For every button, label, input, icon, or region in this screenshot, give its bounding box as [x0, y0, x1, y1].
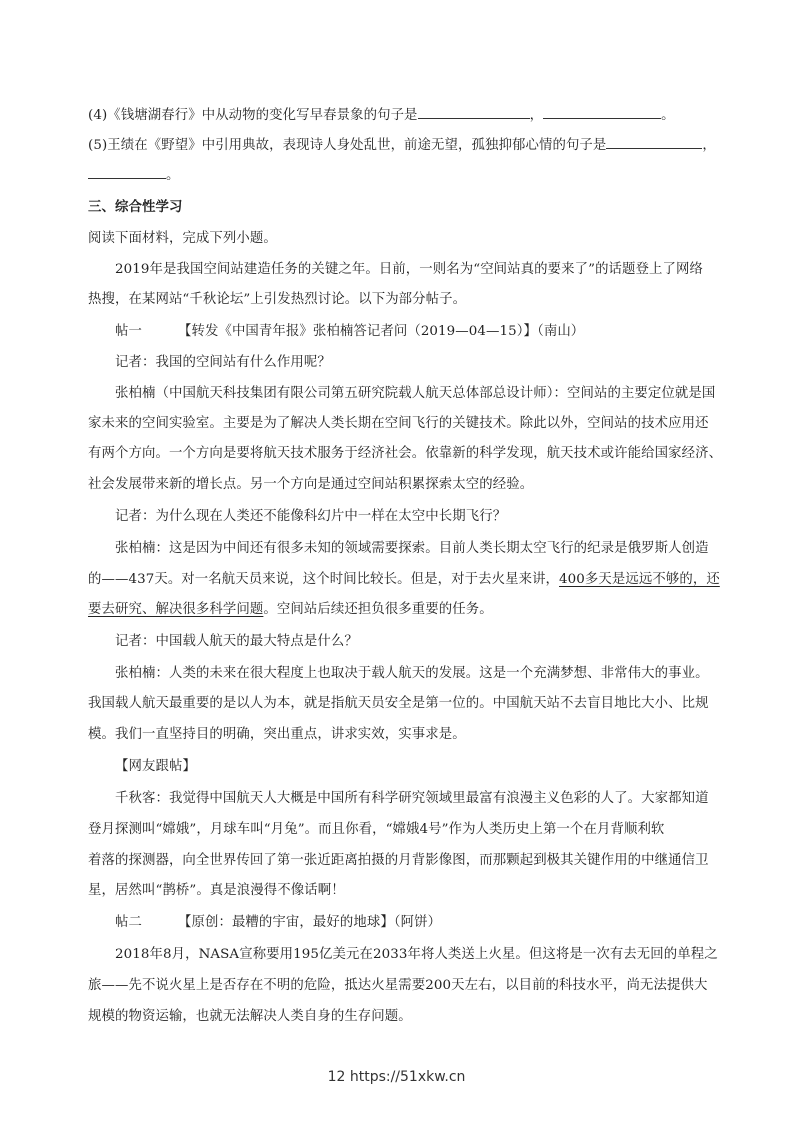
underlined-text: 要去研究、解决很多科学问题 — [88, 602, 264, 617]
answer-blank[interactable] — [418, 104, 530, 119]
post-1-title: 【转发《中国青年报》张柏楠答记者问（2019—04—15）】（南山） — [177, 324, 585, 339]
answer-line: 我国载人航天最重要的是以人为本，就是指航天员安全是第一位的。中国航天站不去盲目地比大小、比规 — [88, 696, 709, 711]
answer-text: 的——437天。对一名航天员来说，这个时间比较长。但是，对于去火星来讲， — [88, 572, 560, 587]
reply-line: 登月探测叫“嫦娥”，月球车叫“月兔”。而且你看，“嫦娥4号”作为人类历史上第一个在月背顺利软 — [88, 822, 665, 837]
answer-line: 家未来的空间实验室。主要是为了解决人类长期在空间飞行的关键技术。除此以外，空间站的技术应用还 — [88, 416, 709, 431]
reporter-question: 记者：我国的空间站有什么作用呢？ — [115, 355, 331, 370]
question-5-cont — [88, 164, 180, 186]
period: 。 — [166, 168, 180, 183]
reply-line: 千秋客：我觉得中国航天人大概是中国所有科学研究领域里最富有浪漫主义色彩的人了。大家都知道 — [115, 791, 709, 806]
answer-line: 张柏楠（中国航天科技集团有限公司第五研究院载人航天总体部总设计师）：空间站的主要定位就是国 — [115, 386, 716, 401]
answer-line — [88, 570, 720, 590]
answer-line: 张柏楠：人类的未来在很大程度上也取决于载人航天的发展。这是一个充满梦想、非常伟大的事业。 — [115, 666, 709, 681]
paragraph-line: 2019年是我国空间站建造任务的关键之年。日前，一则名为“空间站真的要来了”的话题登上了网络 — [115, 262, 703, 277]
question-5-text: (5)王绩在《野望》中引用典故，表现诗人身处乱世，前途无望，孤独抑郁心情的句子是 — [88, 138, 607, 153]
reply-line: 星，居然叫“鹊桥”。真是浪漫得不像话啊！ — [88, 883, 345, 898]
underlined-text: 400多天是远远不够的，还 — [559, 572, 720, 587]
answer-line: 社会发展带来新的增长点。另一个方向是通过空间站积累探索太空的经验。 — [88, 477, 534, 492]
answer-text: 。空间站后续还担负很多重要的任务。 — [263, 602, 493, 617]
post-2-label: 帖二 — [115, 915, 142, 930]
answer-line: 有两个方向。一个方向是要将航天技术服务于经济社会。依靠新的科学发现，航天技术或许能给国家经济、 — [88, 446, 723, 461]
post-1-header — [115, 322, 584, 342]
page-footer: 12 https://51xkw.cn — [327, 1069, 466, 1085]
post-2-header — [115, 913, 441, 933]
answer-line: 张柏楠：这是因为中间还有很多未知的领域需要探索。目前人类长期太空飞行的纪录是俄罗斯人创造 — [115, 541, 709, 556]
period: 。 — [661, 108, 675, 123]
question-4 — [88, 104, 675, 126]
follow-heading: 【网友跟帖】 — [115, 759, 196, 774]
answer-line: 模。我们一直坚持目的明确，突出重点，讲求实效，实事求是。 — [88, 727, 466, 742]
separator: ， — [702, 138, 716, 153]
reporter-question: 记者：为什么现在人类还不能像科幻片中一样在太空中长期飞行？ — [115, 509, 507, 524]
separator: ， — [529, 108, 544, 123]
question-5 — [88, 134, 716, 156]
answer-blank[interactable] — [543, 104, 661, 119]
instruction: 阅读下面材料，完成下列小题。 — [88, 231, 277, 246]
reply-line: 着落的探测器，向全世界传回了第一张近距离拍摄的月背影像图，而那颗起到极其关键作用的中继通信卫 — [88, 853, 709, 868]
paragraph-line: 2018年8月，NASA宣称要用195亿美元在2033年将人类送上火星。但这将是一次有去无回的单程之 — [115, 947, 718, 962]
answer-line — [88, 600, 493, 620]
answer-blank[interactable] — [606, 134, 702, 149]
paragraph-line: 旅——先不说火星上是否存在不明的危险，抵达火星需要200天左右，以目前的科技水平，尚无法提供大 — [88, 978, 708, 993]
section-heading: 三、综合性学习 — [88, 199, 183, 215]
answer-blank[interactable] — [88, 164, 166, 179]
reporter-question: 记者：中国载人航天的最大特点是什么？ — [115, 634, 358, 649]
paragraph-line: 规模的物资运输，也就无法解决人类自身的生存问题。 — [88, 1009, 412, 1024]
post-1-label: 帖一 — [115, 324, 142, 339]
question-4-text: (4)《钱塘湖春行》中从动物的变化写早春景象的句子是 — [88, 108, 418, 123]
paragraph-line: 热搜，在某网站“千秋论坛”上引发热烈讨论。以下为部分帖子。 — [88, 292, 467, 307]
post-2-title: 【原创：最糟的宇宙，最好的地球】（阿饼） — [177, 915, 442, 930]
